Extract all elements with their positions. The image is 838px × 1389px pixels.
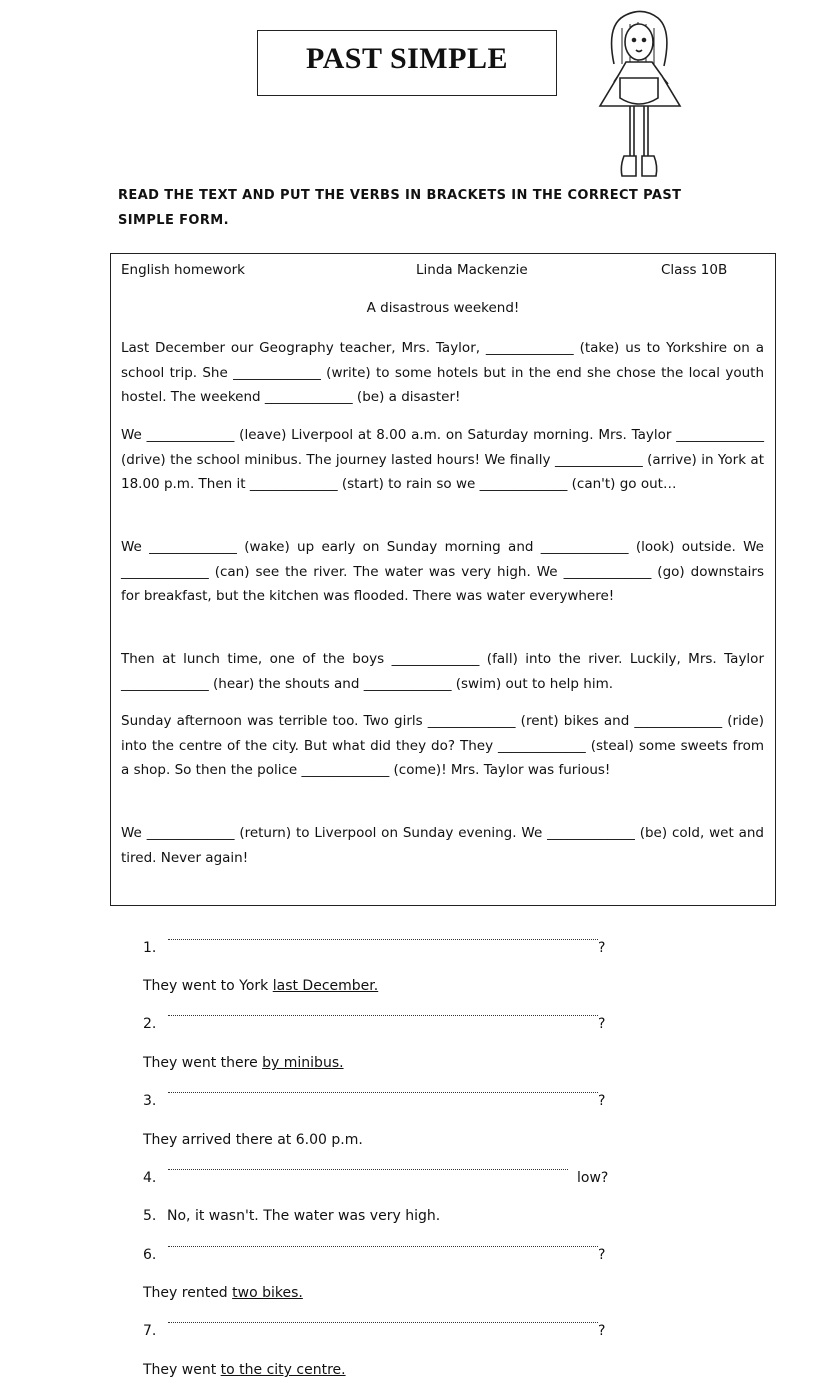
question-number: 6.: [143, 1247, 157, 1263]
question-number: 3.: [143, 1093, 157, 1109]
answer-text: They went to York: [143, 978, 273, 994]
answer-line[interactable]: [168, 1245, 598, 1247]
answer-text: No, it wasn't. The water was very high.: [167, 1208, 441, 1224]
paragraph-3: [121, 535, 764, 609]
paragraph-text: We _____________ (return) to Liverpool on Sunday evening. We _____________ (be) cold, wet and tired. Never again!: [121, 825, 764, 866]
answer-text: They arrived there at 6.00 p.m.: [143, 1132, 363, 1148]
paragraph-2: [121, 423, 764, 497]
answer-underlined: to the city centre.: [220, 1362, 346, 1378]
paragraph-6: [121, 821, 764, 870]
question-number: 1.: [143, 940, 157, 956]
answer-underlined: last December.: [272, 978, 379, 994]
question-2: [143, 1016, 167, 1032]
question-4: [143, 1170, 167, 1186]
header-subject: English homework: [121, 262, 245, 278]
paragraph-text: Then at lunch time, one of the boys _____________ (fall) into the river. Luckily, Mrs. Taylor _____________ (hear) the shouts and _____________ (swim) out to help him.: [121, 651, 764, 692]
question-end: low?: [577, 1170, 609, 1186]
answer-underlined: by minibus.: [262, 1055, 344, 1071]
answer-1: [143, 978, 378, 994]
answer-underlined: two bikes.: [232, 1285, 303, 1301]
question-number: 4.: [143, 1170, 157, 1186]
instructions: READ THE TEXT AND PUT THE VERBS IN BRACKETS IN THE CORRECT PAST SIMPLE FORM.: [118, 188, 682, 228]
header-class: Class 10B: [661, 262, 728, 278]
answer-line[interactable]: [168, 1091, 598, 1093]
question-number: 2.: [143, 1016, 157, 1032]
question-6: [143, 1247, 167, 1263]
answer-line[interactable]: [168, 938, 598, 940]
question-end: ?: [598, 1247, 606, 1263]
question-number: 7.: [143, 1323, 157, 1339]
answer-7: [143, 1362, 346, 1378]
answer-3: [143, 1132, 363, 1148]
homework-text-box: [110, 253, 776, 906]
girl-illustration: [592, 6, 688, 184]
question-end: ?: [598, 940, 606, 956]
answer-6: [143, 1285, 303, 1301]
paragraph-5: [121, 709, 764, 783]
answer-line[interactable]: [168, 1014, 598, 1016]
question-end: ?: [598, 1323, 606, 1339]
question-3: [143, 1093, 167, 1109]
story-title: A disastrous weekend!: [366, 300, 520, 316]
answer-2: [143, 1055, 344, 1071]
page-title: PAST SIMPLE: [306, 42, 508, 75]
paragraph-4: [121, 647, 764, 696]
paragraph-1: [121, 336, 764, 410]
header-student: Linda Mackenzie: [416, 262, 528, 278]
answer-text: They rented: [143, 1285, 233, 1301]
paragraph-text: Last December our Geography teacher, Mrs. Taylor, _____________ (take) us to Yorkshire on a school trip. She _____________ (write) to some hotels but in the end she chose the local youth hostel. The weekend _____________ (be) a disaster!: [121, 340, 764, 405]
question-number: 5.: [143, 1208, 157, 1224]
answer-text: They went: [143, 1362, 221, 1378]
answer-line[interactable]: [168, 1168, 568, 1170]
answer-text: They went there: [143, 1055, 263, 1071]
paragraph-text: We _____________ (leave) Liverpool at 8.00 a.m. on Saturday morning. Mrs. Taylor _____________ (drive) the school minibus. The journey lasted hours! We finally _____________ (arrive) in York at 18.00 p.m. Then it _____________ (start) to rain so we _____________ (can't) go out…: [121, 427, 764, 492]
paragraph-text: Sunday afternoon was terrible too. Two girls _____________ (rent) bikes and _____________ (ride) into the centre of the city. But what did they do? They _____________ (steal) some sweets from a shop. So then the police _____________ (come)! Mrs. Taylor was furious!: [121, 713, 764, 778]
question-end: ?: [598, 1016, 606, 1032]
question-end: ?: [598, 1093, 606, 1109]
title-box: [257, 30, 557, 96]
answer-line[interactable]: [168, 1321, 598, 1323]
paragraph-text: We _____________ (wake) up early on Sunday morning and _____________ (look) outside. We _____________ (can) see the river. The water was very high. We _____________ (go) downstairs for breakfast, but the kitchen was flooded. There was water everywhere!: [121, 539, 764, 604]
question-1: [143, 940, 167, 956]
question-7: [143, 1323, 167, 1339]
question-5: [143, 1208, 440, 1224]
